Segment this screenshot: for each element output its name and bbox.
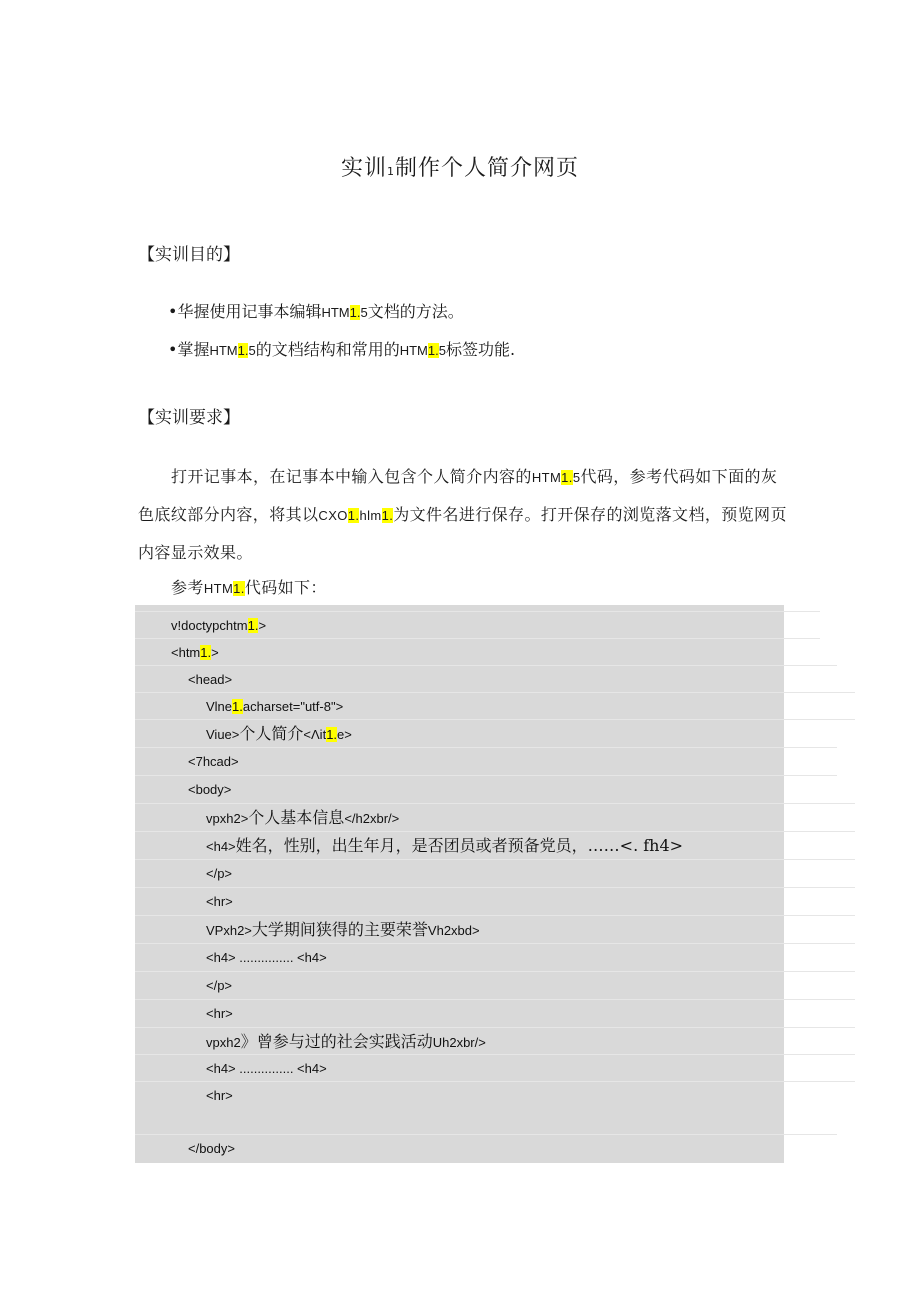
code-line: <hr> <box>135 1081 855 1109</box>
code-line: <hr> <box>135 999 855 1027</box>
code-line: <body> <box>135 775 837 803</box>
section-heading-purpose: 【实训目的】 <box>138 245 240 265</box>
code-line: </p> <box>135 859 855 887</box>
code-block <box>135 605 784 1163</box>
code-line: vpxh2》曾参与过的社会实践活动Uh2xbr/> <box>135 1027 855 1055</box>
code-line: <head> <box>135 665 837 693</box>
requirement-paragraph: 打开记事本，在记事本中输入包含个人简介内容的HTM1.5代码，参考代码如下面的灰色底纹部分内容，将其以CXO1.hlm1.为文件名进行保存。打开保存的浏览落文档，预览网页内容显示效果。 <box>138 467 787 562</box>
code-line: vpxh2>个人基本信息</h2xbr/> <box>135 803 855 831</box>
bullet-item: •华握使用记事本编辑HTM1.5文档的方法。 <box>168 302 464 321</box>
page-title: 实训1制作个人简介网页 <box>340 156 580 181</box>
code-line: VPxh2>大学期间狭得的主要荣誉Vh2xbd> <box>135 915 855 943</box>
bullet-item: •掌握HTM1.5的文档结构和常用的HTM1.5标签功能. <box>168 340 516 359</box>
code-line: <7hcad> <box>135 747 837 775</box>
code-line: </p> <box>135 971 855 999</box>
code-line: <htm1.> <box>135 638 820 666</box>
code-line: <h4> ............... <h4> <box>135 1054 855 1082</box>
code-line: Vlne1.acharset="utf-8"> <box>135 692 855 720</box>
code-line: v!doctypchtm1.> <box>135 611 820 639</box>
code-intro-paragraph: 参考HTM1.代码如下： <box>171 578 327 597</box>
code-line: <hr> <box>135 887 855 915</box>
code-line: Viue>个人简介<Λit1.e> <box>135 719 855 747</box>
code-line: <h4> ............... <h4> <box>135 943 855 971</box>
code-line: <h4>姓名，性别，出生年月，是否团员或者预备党员，……<. fh4> <box>135 831 855 859</box>
code-line: </body> <box>135 1134 837 1162</box>
section-heading-requirements: 【实训要求】 <box>138 408 240 428</box>
